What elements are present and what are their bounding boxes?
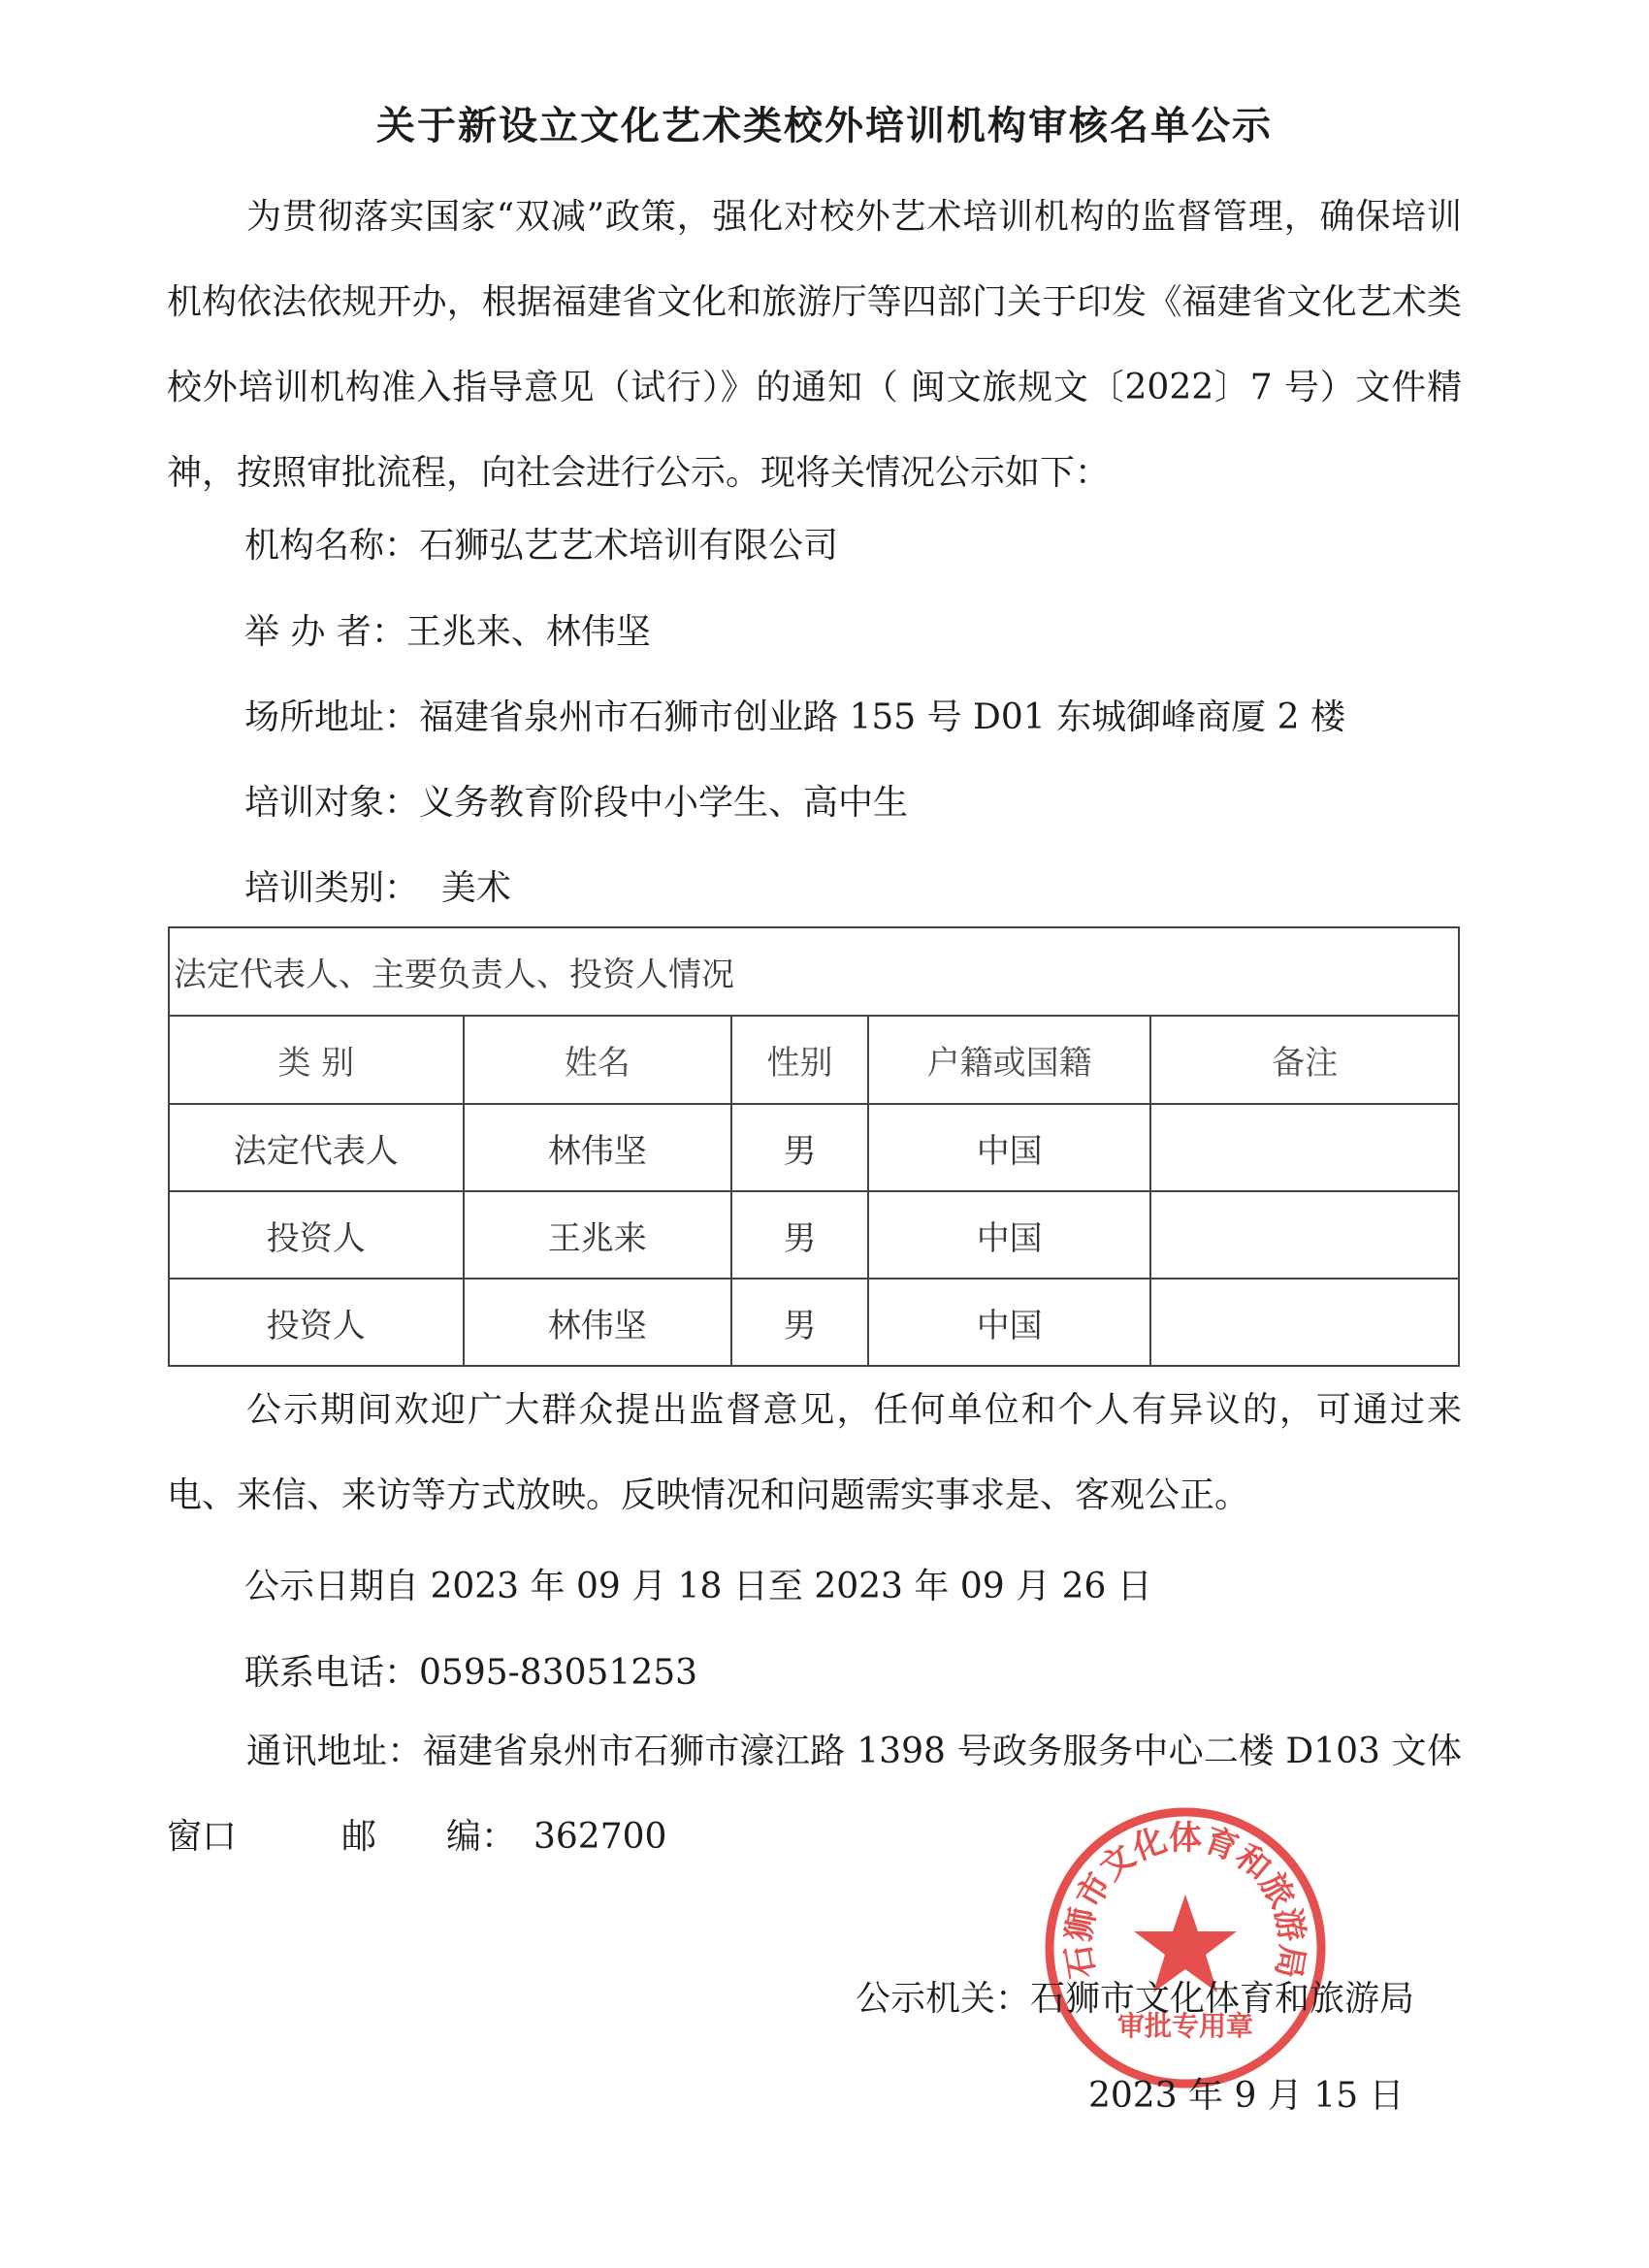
field-organizer (244, 608, 651, 657)
field-value: 美术 (440, 868, 511, 908)
field-label: 培训对象： (244, 783, 420, 823)
field-label: 举 办 者： (244, 612, 406, 652)
column-header: 备注 (1150, 1016, 1459, 1104)
field-value: 福建省泉州市石狮市创业路 155 号 D01 东城御峰商厦 2 楼 (419, 697, 1345, 737)
field-label: 培训类别： (244, 868, 420, 908)
intro-paragraph: 为贯彻落实国家“双减”政策，强化对校外艺术培训机构的监督管理，确保培训机构依法依规开办，根据福建省文化和旅游厅等四部门关于印发《福建省文化艺术类校外培训机构准入指导意见（试行）》的通知（ 闽文旅规文〔2022〕7 号）文件精神，按照审批流程，向社会进行公示。现将关情况公示如下： (167, 197, 1462, 493)
table-cell: 中国 (868, 1191, 1151, 1279)
agency-label: 公示机关： (856, 1979, 1031, 2019)
field-value: 王兆来、林伟坚 (405, 612, 651, 652)
table-row (169, 1104, 1459, 1191)
column-header: 性别 (731, 1016, 868, 1104)
field-value: 0595-83051253 (419, 1653, 698, 1693)
field-value: 石狮弘艺艺术培训有限公司 (419, 526, 839, 566)
table-cell: 王兆来 (464, 1191, 732, 1279)
notice-paragraph: 公示期间欢迎广大群众提出监督意见，任何单位和个人有异议的，可通过来电、来信、来访等方式放映。反映情况和问题需实事求是、客观公正。 (167, 1390, 1462, 1515)
table-cell: 男 (731, 1279, 868, 1366)
column-header: 姓名 (464, 1016, 732, 1104)
table-cell: 林伟坚 (464, 1104, 732, 1191)
field-value: 义务教育阶段中小学生、高中生 (419, 783, 909, 823)
table-row (169, 1279, 1459, 1366)
field-organization-name (244, 522, 838, 570)
issue-date: 2023 年 9 月 15 日 (1088, 2076, 1405, 2116)
agency-value: 石狮市文化体育和旅游局 (1030, 1979, 1415, 2019)
table-cell: 男 (731, 1191, 868, 1279)
table-cell: 法定代表人 (169, 1104, 464, 1191)
field-category (244, 864, 511, 913)
field-target (244, 779, 908, 827)
table-cell: 投资人 (169, 1279, 464, 1366)
table-row (169, 1191, 1459, 1279)
table-header-row (169, 1016, 1459, 1104)
seal-ring-text: 石狮市文化体育和旅游局 (1058, 1818, 1312, 1982)
table-caption: 法定代表人、主要负责人、投资人情况 (169, 927, 1459, 1016)
table-cell (1150, 1279, 1459, 1366)
document-title: 关于新设立文化艺术类校外培训机构审核名单公示 (376, 103, 1273, 148)
column-header: 类 别 (169, 1016, 464, 1104)
table-cell: 男 (731, 1104, 868, 1191)
contact-phone (244, 1649, 697, 1698)
table-cell: 中国 (868, 1279, 1151, 1366)
table-cell: 中国 (868, 1104, 1151, 1191)
field-address (244, 694, 1345, 742)
table-cell (1150, 1104, 1459, 1191)
official-seal (1040, 1802, 1331, 2093)
column-header: 户籍或国籍 (868, 1016, 1151, 1104)
issuing-agency (856, 1975, 1414, 2024)
field-label: 联系电话： (244, 1653, 420, 1693)
notice-period: 公示日期自 2023 年 09 月 18 日至 2023 年 09 月 26 日 (244, 1567, 1152, 1606)
contact-address-paragraph: 通讯地址：福建省泉州市石狮市濠江路 1398 号政务服务中心二楼 D103 文体窗口 邮 编： 362700 (167, 1732, 1462, 1857)
field-label: 机构名称： (244, 526, 420, 566)
table-cell (1150, 1191, 1459, 1279)
table-cell: 投资人 (169, 1191, 464, 1279)
personnel-table (168, 926, 1460, 1367)
field-label: 场所地址： (244, 697, 420, 737)
table-cell: 林伟坚 (464, 1279, 732, 1366)
seal-center-text: 审批专用章 (1116, 2010, 1254, 2042)
